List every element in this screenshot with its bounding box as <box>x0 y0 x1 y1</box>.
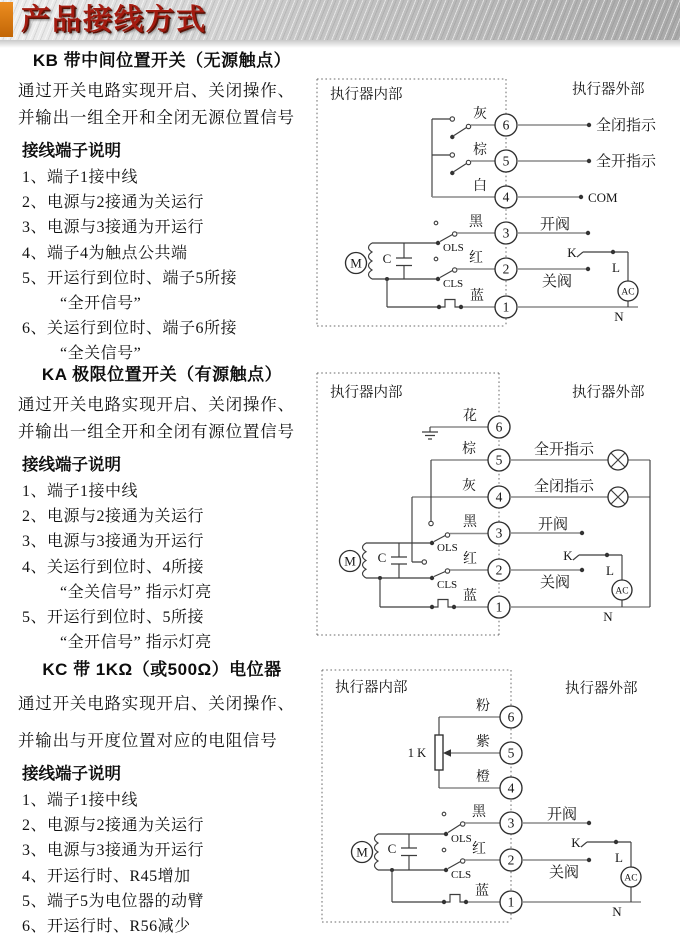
capacitor-label: C <box>387 841 397 856</box>
terminal-5: 5 <box>502 153 510 169</box>
wire-label-red: 红 <box>472 842 486 857</box>
terminal-4: 4 <box>502 189 510 205</box>
ac-source-label: AC <box>621 287 635 298</box>
wire-label-black: 黑 <box>463 515 477 530</box>
k-switch-label: K <box>567 245 577 260</box>
motor-winding <box>375 834 379 870</box>
section-title-ka: KA 极限位置开关（有源触点） <box>41 365 283 384</box>
ground-icon <box>422 427 438 439</box>
list-item-continuation: “全关信号” 指示灯亮 <box>60 583 212 601</box>
closed-indicator-label: 全闭指示 <box>534 479 595 495</box>
terminal-strip <box>495 114 517 318</box>
potentiometer <box>435 717 500 788</box>
terminal-3: 3 <box>507 815 515 831</box>
list-item: 4、关运行到位时、4所接 <box>22 558 205 576</box>
outside-label: 执行器外部 <box>572 82 645 98</box>
terminal-3: 3 <box>495 525 503 541</box>
close-valve-label: 关阀 <box>549 865 580 881</box>
kb-wiring-diagram <box>310 70 680 335</box>
motor-label: M <box>344 553 356 569</box>
cls-label: CLS <box>437 579 458 591</box>
section-title-kb: KB 带中间位置开关（无源触点） <box>32 51 292 70</box>
external-wiring <box>510 450 650 607</box>
resistance-label: 1 K <box>407 746 427 760</box>
terminal-notes-heading: 接线端子说明 <box>22 765 121 783</box>
terminal-1: 1 <box>502 299 510 315</box>
outside-label: 执行器外部 <box>572 385 645 401</box>
wire-label-blue: 蓝 <box>463 589 477 604</box>
list-item: 5、端子5为电位器的动臂 <box>22 892 205 910</box>
wire-label-brown: 棕 <box>462 442 476 457</box>
wire-label-black: 黑 <box>472 805 486 820</box>
section-desc-line2: 并输出一组全开和全闭有源位置信号 <box>18 422 295 441</box>
terminal-1: 1 <box>507 894 515 910</box>
wire-label-blue: 蓝 <box>470 289 484 304</box>
outside-label: 执行器外部 <box>565 681 638 697</box>
ols-label: OLS <box>451 833 472 845</box>
list-item-continuation: “全关信号” <box>60 345 142 363</box>
wire-label-red: 红 <box>463 552 477 567</box>
com-label: COM <box>588 190 618 205</box>
list-item: 1、端子1接中线 <box>22 169 139 186</box>
wire-label-gray: 灰 <box>462 479 476 494</box>
close-valve-label: 关阀 <box>542 274 573 290</box>
list-item: 6、关运行到位时、端子6所接 <box>22 320 238 338</box>
section-kc <box>14 655 310 939</box>
motor-block <box>340 543 433 578</box>
wiper-arrow-icon <box>443 749 451 757</box>
cls-label: CLS <box>451 869 472 881</box>
list-item: 4、开运行时、R45增加 <box>22 867 191 885</box>
wire-label-striped: 花 <box>463 409 477 424</box>
neutral-label: N <box>612 904 622 919</box>
terminal-notes-heading: 接线端子说明 <box>22 456 121 474</box>
motor-label: M <box>356 844 368 860</box>
header-accent-bar <box>0 2 13 37</box>
terminal-4: 4 <box>507 780 515 796</box>
external-wiring <box>522 821 641 902</box>
open-valve-label: 开阀 <box>538 517 569 533</box>
open-indicator-label: 全开指示 <box>534 442 595 458</box>
motor-block <box>352 834 447 870</box>
inside-label: 执行器内部 <box>335 680 408 696</box>
inside-label: 执行器内部 <box>330 385 403 401</box>
wire-label-blue: 蓝 <box>475 884 489 899</box>
closed-indicator-label: 全闭指示 <box>596 118 657 134</box>
list-item: 1、端子1接中线 <box>22 792 139 809</box>
list-item: 6、开运行时、R56减少 <box>22 918 191 936</box>
section-desc-line2: 并输出与开度位置对应的电阻信号 <box>18 731 278 750</box>
ac-source-label: AC <box>615 586 629 597</box>
ols-label: OLS <box>443 242 464 254</box>
list-item: 3、电源与3接通为开运行 <box>22 842 205 860</box>
list-item: 5、开运行到位时、5所接 <box>22 609 205 627</box>
cls-label: CLS <box>443 278 464 290</box>
capacitor <box>396 243 412 279</box>
terminal-3: 3 <box>502 225 510 241</box>
wire-label-brown: 棕 <box>473 143 487 158</box>
section-desc-line1: 通过开关电路实现开启、关闭操作、 <box>18 81 295 100</box>
ka-wiring-diagram <box>310 370 680 640</box>
limit-switches <box>430 533 450 580</box>
wire-label-purple: 紫 <box>476 735 490 750</box>
section-kb <box>14 46 310 367</box>
terminal-5: 5 <box>495 452 503 468</box>
open-valve-label: 开阀 <box>547 807 578 823</box>
list-item: 3、电源与3接通为开运行 <box>22 533 205 551</box>
line-label: L <box>606 563 614 578</box>
ols-label: OLS <box>437 542 458 554</box>
thermal-protector <box>434 600 452 608</box>
capacitor-label: C <box>382 251 392 266</box>
wire-label-pink: 粉 <box>476 699 490 714</box>
terminal-6: 6 <box>495 419 503 435</box>
wire-label-orange: 橙 <box>476 770 490 785</box>
section-desc-line2: 并输出一组全开和全闭无源位置信号 <box>18 108 295 127</box>
close-valve-label: 关阀 <box>540 575 571 591</box>
neutral-label: N <box>614 309 624 324</box>
list-item: 2、电源与2接通为关运行 <box>22 817 205 835</box>
capacitor <box>401 834 417 870</box>
wire-label-white: 白 <box>473 179 487 194</box>
wire-label-gray: 灰 <box>473 107 487 122</box>
page-header <box>0 0 680 40</box>
terminal-5: 5 <box>507 745 515 761</box>
terminal-2: 2 <box>502 261 510 277</box>
terminal-6: 6 <box>507 709 515 725</box>
ground-branch <box>422 427 488 439</box>
list-item: 5、开运行到位时、端子5所接 <box>22 269 238 287</box>
terminal-2: 2 <box>507 852 515 868</box>
list-item: 2、电源与2接通为关运行 <box>22 194 205 212</box>
motor-label: M <box>350 255 362 271</box>
ac-source-label: AC <box>624 873 638 884</box>
terminal-notes-heading: 接线端子说明 <box>22 142 121 160</box>
page-title: 产品接线方式 <box>21 4 208 36</box>
list-item: 2、电源与2接通为关运行 <box>22 508 205 526</box>
k-switch-label: K <box>563 548 573 563</box>
terminal-4: 4 <box>495 489 503 505</box>
terminal-6: 6 <box>502 117 510 133</box>
line-label: L <box>615 850 623 865</box>
open-valve-label: 开阀 <box>540 217 571 233</box>
thermal-protector <box>441 300 459 308</box>
list-item-continuation: “全开信号” <box>60 295 142 313</box>
external-wiring <box>517 123 638 307</box>
capacitor <box>391 543 407 578</box>
list-item: 4、端子4为触点公共端 <box>22 244 188 262</box>
inside-label: 执行器内部 <box>330 87 403 103</box>
terminal-2: 2 <box>495 562 503 578</box>
k-switch-label: K <box>571 835 581 850</box>
capacitor-label: C <box>377 550 387 565</box>
motor-winding <box>369 243 373 279</box>
wire-label-red: 红 <box>469 251 483 266</box>
list-item-continuation: “全开信号” 指示灯亮 <box>60 634 212 652</box>
terminal-1: 1 <box>495 599 503 615</box>
neutral-label: N <box>603 609 613 624</box>
kc-wiring-diagram <box>310 660 680 946</box>
motor-block <box>346 243 439 279</box>
list-item: 3、电源与3接通为开运行 <box>22 219 205 237</box>
section-desc-line1: 通过开关电路实现开启、关闭操作、 <box>18 395 295 414</box>
motor-winding <box>363 543 367 578</box>
section-desc-line1: 通过开关电路实现开启、关闭操作、 <box>18 694 295 713</box>
section-title-kc: KC 带 1KΩ（或500Ω）电位器 <box>42 660 282 679</box>
wire-label-black: 黑 <box>469 215 483 230</box>
open-indicator-label: 全开指示 <box>596 154 657 170</box>
position-switch-group <box>432 117 471 197</box>
list-item: 1、端子1接中线 <box>22 483 139 500</box>
section-ka <box>14 360 310 655</box>
thermal-protector <box>446 895 464 903</box>
line-label: L <box>612 260 620 275</box>
